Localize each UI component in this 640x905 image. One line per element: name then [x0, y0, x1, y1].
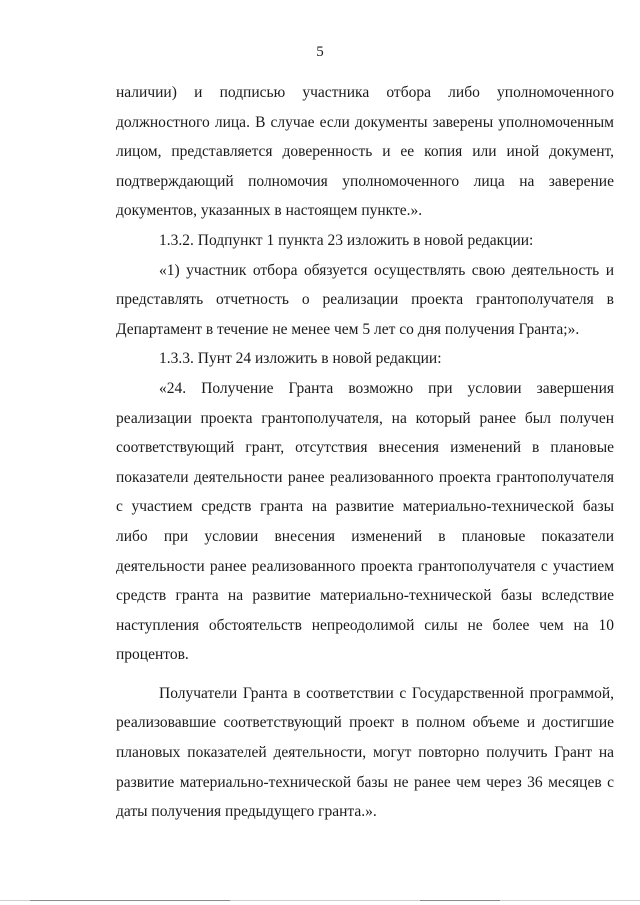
- scan-bottom-mark-left: [30, 900, 230, 901]
- paragraph-clause-1-3-2: 1.3.2. Подпункт 1 пункта 23 изложить в новой редакции:: [159, 231, 534, 249]
- paragraph-gap: [116, 670, 614, 679]
- scan-bottom-mark-right: [420, 900, 500, 901]
- paragraph-subclause-1: «1) участник отбора обязуется осуществлять свою деятельность и представлять отчетность о реализации проекта грантополучателя в Департамент в течение не менее чем 5 лет со дня получения Гранта;».: [116, 261, 614, 338]
- paragraph-clause-1-3-3: 1.3.3. Пунт 24 изложить в новой редакции:: [159, 350, 442, 368]
- paragraph-item-24: «24. Получение Гранта возможно при условии завершения реализации проекта грантополучателя, на который ранее был получен соответствующий грант, отсутствия внесения изменений в плановые показатели деятельности ранее реализованного проекта грантополучателя с участием средств гранта на развитие материально-технической базы либо при условии внесения изменений в плановые показатели деятельности ранее реализованного проекта грантополучателя с участием средств гранта на развитие материально-технической базы вследствие наступления обстоятельств непреодолимой силы не более чем на 10 процентов.: [116, 379, 614, 664]
- paragraph-continuation: наличии) и подписью участника отбора либо уполномоченного должностного лица. В случае если документы заверены уполномоченным лицом, представляется доверенность и ее копия или иной документ, подтверждающий полномочия уполномоченного лица на заверение документов, указанных в настоящем пункте.».: [116, 84, 614, 220]
- paragraph-grant-recipients: Получатели Гранта в соответствии с Государственной программой, реализовавшие соответствующий проект в полном объеме и достигшие плановых показателей деятельности, могут повторно получить Грант на развитие материально-технической базы не ранее чем через 36 месяцев с даты получения предыдущего гранта.».: [116, 684, 614, 821]
- document-body: [116, 78, 614, 827]
- page-number: 5: [316, 44, 324, 60]
